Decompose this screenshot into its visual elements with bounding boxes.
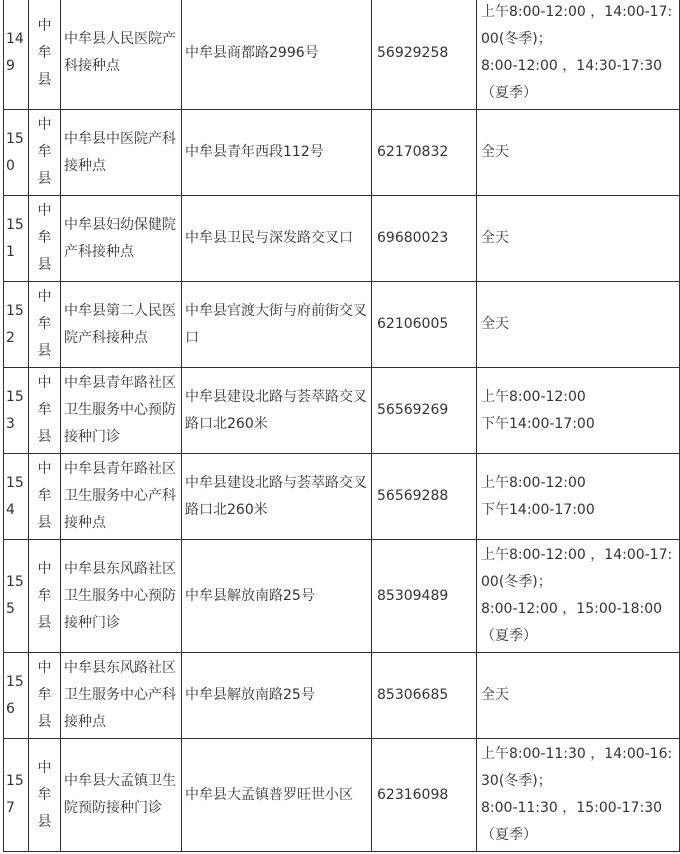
row-number: 153 [4, 368, 29, 454]
row-number: 156 [4, 653, 29, 739]
site-name-cell: 中牟县第二人民医院产科接种点 [61, 282, 182, 368]
row-number: 151 [4, 196, 29, 282]
table-row [4, 653, 680, 739]
county-cell: 中牟县 [29, 540, 61, 653]
hours-line: 8:00-11:30 ，15:00-17:30（夏季） [481, 800, 663, 843]
hours-line: 下午14:00-17:00 [481, 415, 595, 432]
phone-cell: 85306685 [372, 653, 477, 739]
row-number: 157 [4, 739, 29, 852]
address-cell: 中牟县卫民与深发路交叉口 [182, 196, 372, 282]
row-number: 154 [4, 454, 29, 540]
site-name-cell: 中牟县人民医院产科接种点 [61, 0, 182, 110]
table-row [4, 540, 680, 653]
address-cell: 中牟县建设北路与荟萃路交叉路口北260米 [182, 454, 372, 540]
phone-cell: 56929258 [372, 0, 477, 110]
county-cell: 中牟县 [29, 368, 61, 454]
hours-cell [477, 540, 680, 653]
site-name-cell: 中牟县青年路社区卫生服务中心预防接种门诊 [61, 368, 182, 454]
hours-cell [477, 0, 680, 110]
row-number: 155 [4, 540, 29, 653]
site-name-cell: 中牟县妇幼保健院产科接种点 [61, 196, 182, 282]
hours-line: 上午8:00-12:00 [481, 474, 586, 491]
phone-cell: 56569288 [372, 454, 477, 540]
phone-cell: 85309489 [372, 540, 477, 653]
hours-line: 上午8:00-12:00 ，14:00-17:00(冬季)； [481, 4, 673, 47]
site-name-cell: 中牟县东风路社区卫生服务中心产科接种点 [61, 653, 182, 739]
table-row [4, 110, 680, 196]
address-cell: 中牟县建设北路与荟萃路交叉路口北260米 [182, 368, 372, 454]
site-name-cell: 中牟县青年路社区卫生服务中心产科接种点 [61, 454, 182, 540]
address-cell: 中牟县商都路2996号 [182, 0, 372, 110]
table-body [4, 0, 680, 852]
hours-line: 8:00-12:00 ，14:30-17:30（夏季） [481, 58, 663, 101]
address-cell: 中牟县大孟镇普罗旺世小区 [182, 739, 372, 852]
hours-line: 下午14:00-17:00 [481, 501, 595, 518]
phone-cell: 56569269 [372, 368, 477, 454]
hours-line: 8:00-12:00 ，15:00-18:00（夏季） [481, 601, 663, 644]
county-cell: 中牟县 [29, 653, 61, 739]
table-row [4, 454, 680, 540]
hours-cell [477, 653, 680, 739]
county-cell: 中牟县 [29, 739, 61, 852]
hours-line: 全天 [481, 316, 509, 332]
hours-cell [477, 454, 680, 540]
phone-cell: 62316098 [372, 739, 477, 852]
county-cell: 中牟县 [29, 454, 61, 540]
hours-cell [477, 110, 680, 196]
table-row [4, 739, 680, 852]
hours-line: 上午8:00-12:00 [481, 388, 586, 405]
hours-line: 全天 [481, 144, 509, 160]
site-name-cell: 中牟县东风路社区卫生服务中心预防接种门诊 [61, 540, 182, 653]
site-name-cell: 中牟县大孟镇卫生院预防接种门诊 [61, 739, 182, 852]
table-row [4, 282, 680, 368]
table-row [4, 0, 680, 110]
address-cell: 中牟县解放南路25号 [182, 653, 372, 739]
row-number: 150 [4, 110, 29, 196]
hours-cell [477, 282, 680, 368]
row-number: 149 [4, 0, 29, 110]
county-cell: 中牟县 [29, 282, 61, 368]
address-cell: 中牟县青年西段112号 [182, 110, 372, 196]
address-cell: 中牟县解放南路25号 [182, 540, 372, 653]
phone-cell: 69680023 [372, 196, 477, 282]
county-cell: 中牟县 [29, 196, 61, 282]
vaccination-sites-table [3, 0, 680, 852]
county-cell: 中牟县 [29, 0, 61, 110]
phone-cell: 62170832 [372, 110, 477, 196]
row-number: 152 [4, 282, 29, 368]
hours-cell [477, 739, 680, 852]
hours-line: 全天 [481, 230, 509, 246]
hours-line: 上午8:00-11:30 ，14:00-16:30(冬季)； [481, 746, 673, 789]
site-name-cell: 中牟县中医院产科接种点 [61, 110, 182, 196]
phone-cell: 62106005 [372, 282, 477, 368]
hours-line: 全天 [481, 687, 509, 703]
hours-cell [477, 368, 680, 454]
address-cell: 中牟县官渡大街与府前街交叉口 [182, 282, 372, 368]
table-row [4, 368, 680, 454]
hours-cell [477, 196, 680, 282]
hours-line: 上午8:00-12:00 ，14:00-17:00(冬季)； [481, 547, 673, 590]
county-cell: 中牟县 [29, 110, 61, 196]
table-row [4, 196, 680, 282]
